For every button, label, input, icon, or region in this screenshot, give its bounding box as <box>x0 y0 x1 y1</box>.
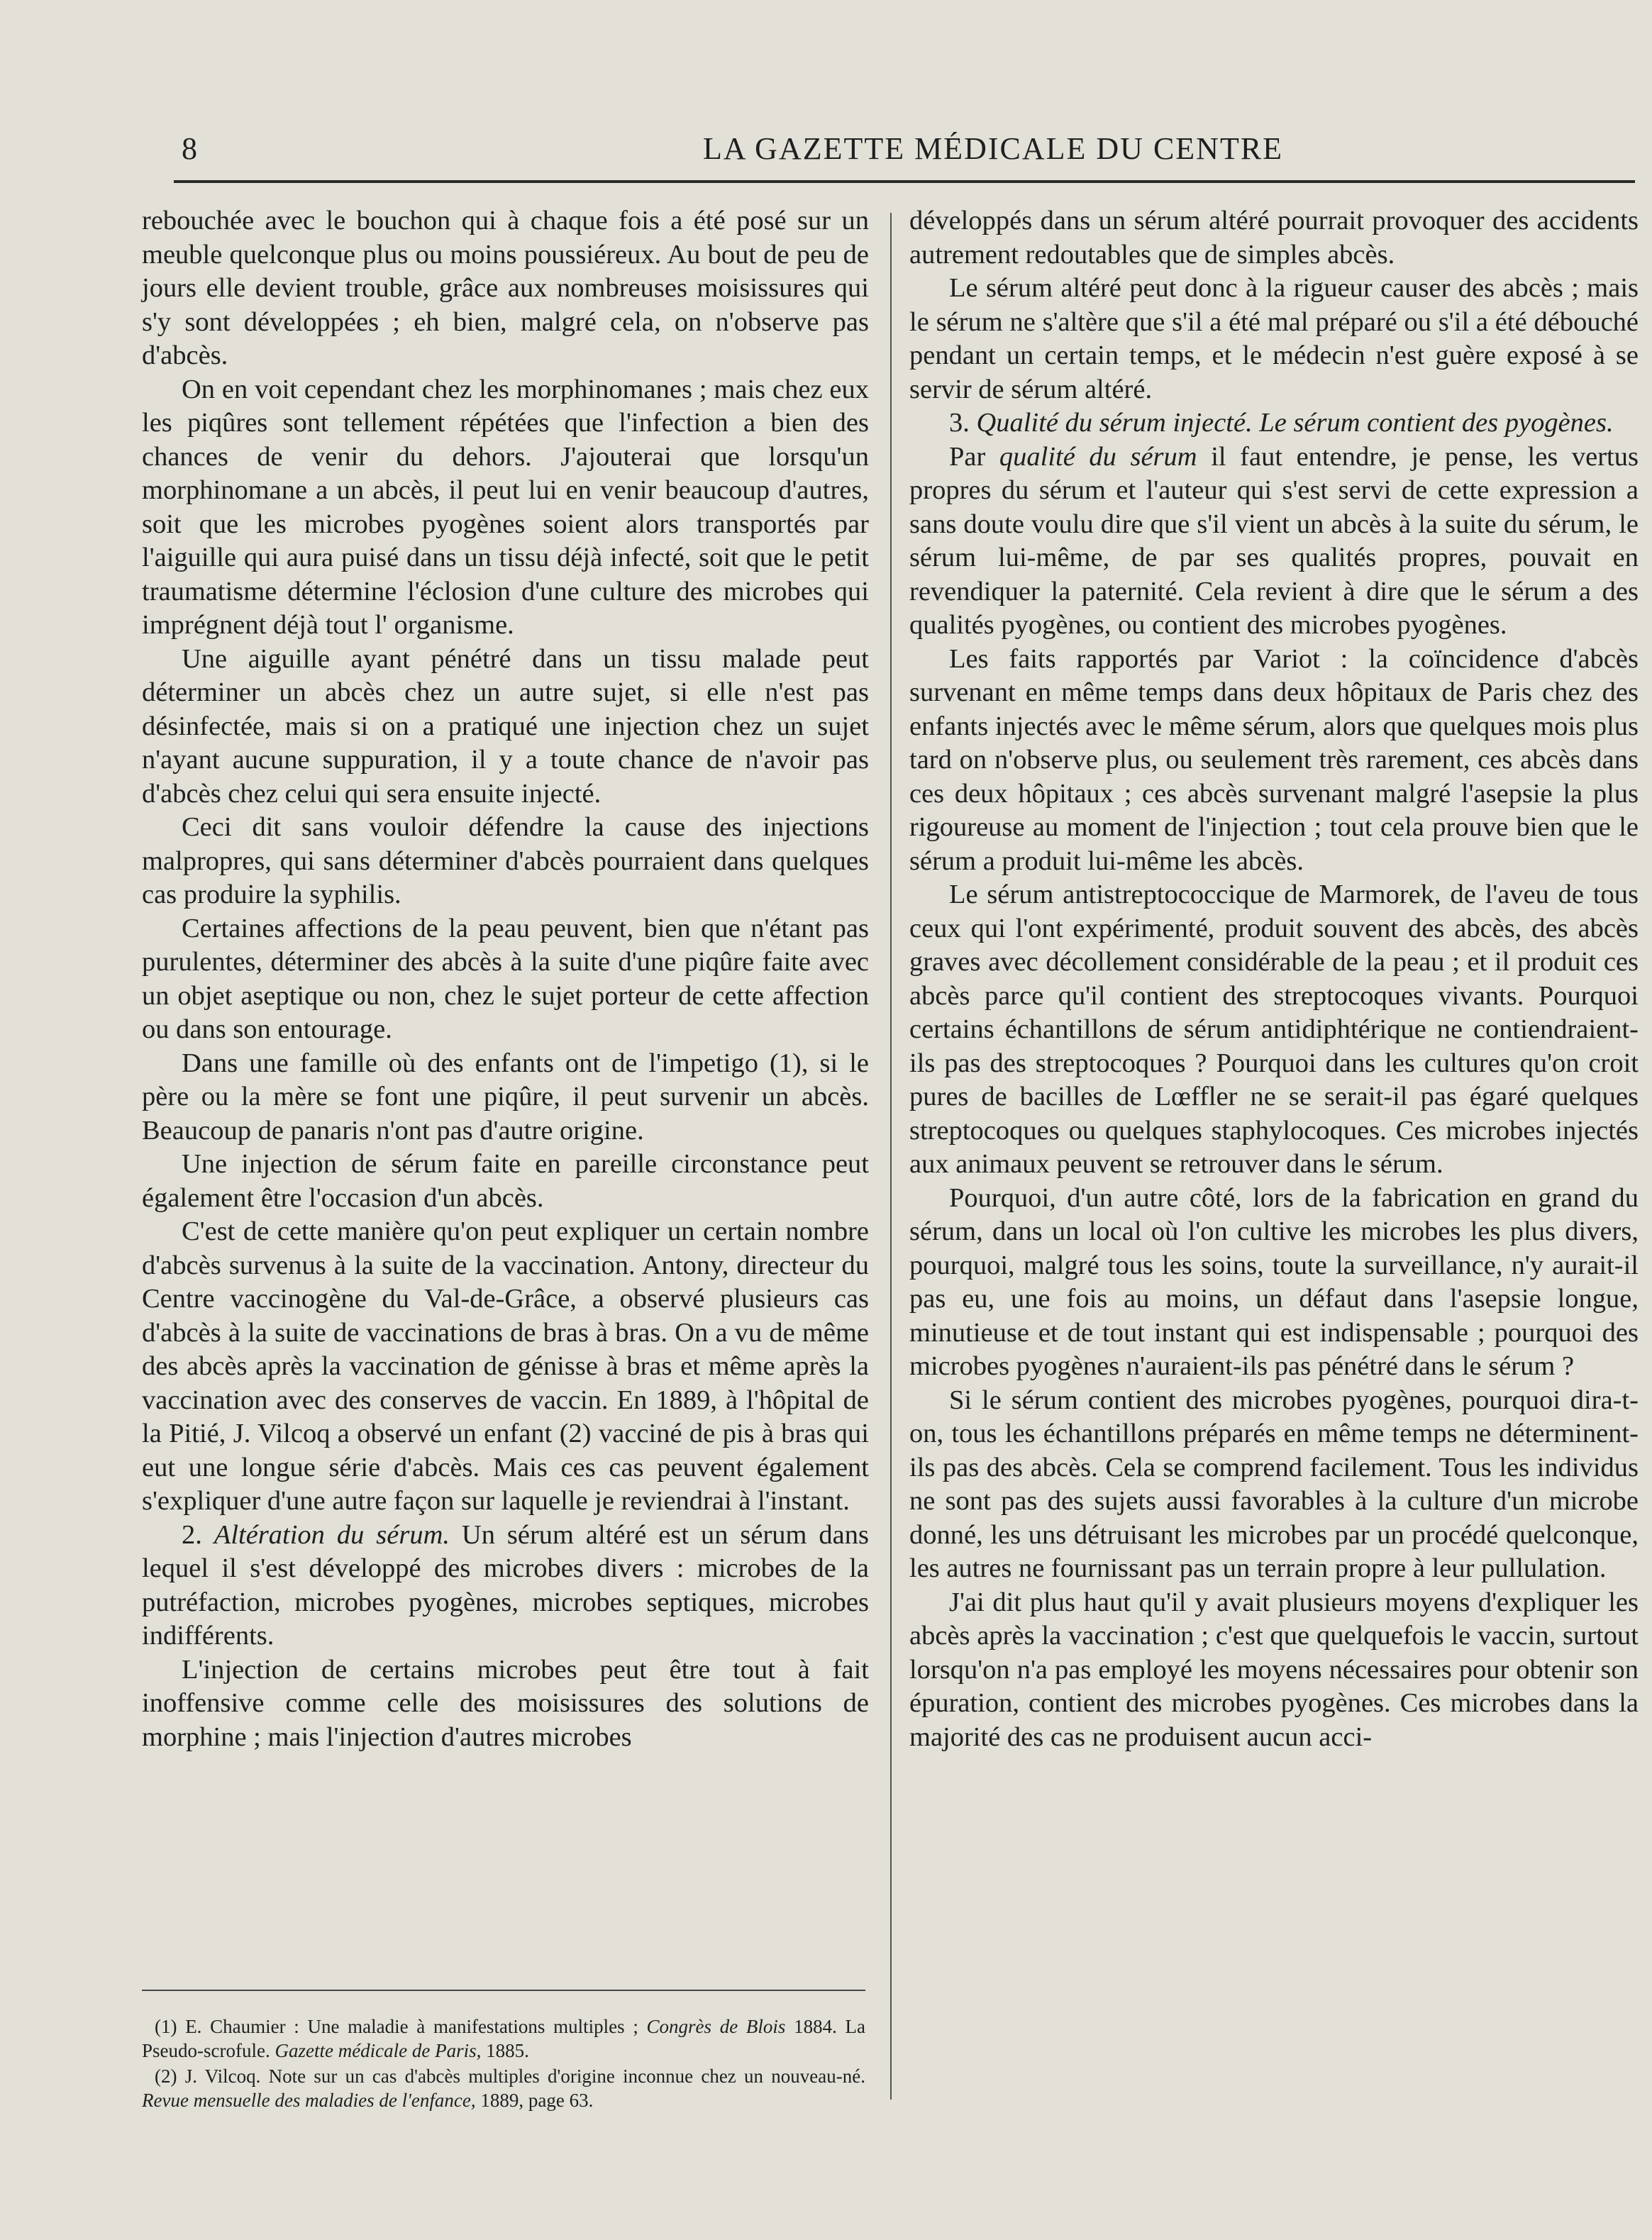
paragraph-text: On en voit cependant chez les morphinomanes ; mais chez eux les piqûres sont tellement répétées que l'infection a bien des chances de venir du dehors. J'ajouterai que lorsqu'un morphinomane a un abcès, il peut lui en venir beaucoup d'autres, soit que les microbes pyogènes soient alors transportés par l'aiguille qui aura puisé dans un tissu déjà infecté, soit que le petit traumatisme détermine l'éclosion d'une culture des microbes qui imprégnent déjà tout l' organisme. <box>142 374 869 640</box>
section-title: Altération du sérum. <box>214 1519 450 1550</box>
paragraph <box>909 878 1639 1182</box>
paragraph-text: C'est de cette manière qu'on peut expliquer un certain nombre d'abcès survenus à la suite de la vaccination. Antony, directeur du Centre vaccinogène du Val-de-Grâce, a observé plusieurs cas d'abcès à la suite de vaccinations de bras à bras. On a vu de même des abcès après la vaccination de génisse à bras et même après la vaccination avec des conserves de vaccin. En 1889, à l'hôpital de la Pitié, J. Vilcoq a observé un enfant (2) vacciné de pis à bras qui eut une longue série d'abcès. Mais ces cas peuvent également s'expliquer d'une autre façon sur laquelle je reviendrai à l'instant. <box>142 1216 869 1516</box>
footnotes <box>142 2014 865 2114</box>
section-number: 3. <box>949 408 977 438</box>
paragraph-text: il faut entendre, je pense, les vertus propres du sérum et l'auteur qui s'est servi de cette expression a sans doute voulu dire que s'il vient un abcès à la suite du sérum, le sérum lui-même, de par ses qualités propres, pouvait en revendiquer la paternité. Cela revient à dire que le sérum a des qualités pyogènes, ou contient des microbes pyogènes. <box>909 441 1639 640</box>
paragraph-text: J'ai dit plus haut qu'il y avait plusieurs moyens d'expliquer les abcès après la vaccination ; c'est que quelquefois le vaccin, surtout lorsqu'on n'a pas employé les moyens nécessaires pour obtenir son épuration, contient des microbes pyogènes. Ces microbes dans la majorité des cas ne produisent aucun acci- <box>909 1587 1639 1752</box>
footnote-rule <box>142 1990 865 1991</box>
paragraph <box>142 811 869 912</box>
paragraph <box>142 1653 869 1755</box>
footnote-text: 1889, page 63. <box>475 2090 594 2111</box>
footnote-mark: (1) <box>155 2016 186 2037</box>
paragraph-text: Si le sérum contient des microbes pyogènes, pourquoi dira-t-on, tous les échantillons préparés en même temps ne déterminent-ils pas des abcès. Cela se comprend facilement. Tous les individus ne sont pas des sujets aussi favorables à la culture d'un microbe donné, les uns détruisant les microbes par un procédé quelconque, les autres ne fournissant pas un terrain propre à leur pullulation. <box>909 1385 1639 1583</box>
emphasis: qualité du sérum <box>999 441 1197 472</box>
paragraph <box>142 1148 869 1215</box>
paragraph <box>909 272 1639 406</box>
footnote-text: 1884. La Pseudo-scrofule. <box>142 2016 866 2061</box>
paragraph-text: L'injection de certains microbes peut être tout à fait inoffensive comme celle des moisissures des solutions de morphine ; mais l'injection d'autres microbes <box>142 1654 869 1752</box>
paragraph-text: Les faits rapportés par Variot : la coïncidence d'abcès survenant en même temps dans deux hôpitaux de Paris chez des enfants injectés avec le même sérum, alors que quelques mois plus tard on n'observe plus, ou seulement très rarement, ces abcès dans ces deux hôpitaux ; ces abcès survenant malgré l'asepsie la plus rigoureuse au moment de l'injection ; tout cela prouve bien que le sérum a produit lui-même les abcès. <box>909 643 1639 876</box>
footnote-italic: Congrès de Blois <box>646 2016 786 2037</box>
paragraph-continued <box>909 204 1639 272</box>
section-title: Qualité du sérum injecté. Le sérum contient des pyogènes. <box>976 408 1614 438</box>
paragraph <box>909 1586 1639 1755</box>
paragraph-text: Le sérum altéré peut donc à la rigueur causer des abcès ; mais le sérum ne s'altère que s'il a été mal préparé ou s'il a été débouché pendant un certain temps, et le médecin n'est guère exposé à se servir de sérum altéré. <box>909 273 1639 404</box>
running-title: LA GAZETTE MÉDICALE DU CENTRE <box>702 131 1284 166</box>
footnote-italic: Gazette médicale de Paris, <box>275 2040 482 2061</box>
paragraph-text: Par <box>949 441 999 472</box>
paragraph-text: Certaines affections de la peau peuvent, bien que n'étant pas purulentes, déterminer des abcès à la suite d'une piqûre faite avec un objet aseptique ou non, chez le sujet porteur de cette affection ou dans son entourage. <box>142 913 869 1044</box>
paragraph <box>142 1215 869 1519</box>
page-header <box>142 122 1631 179</box>
paragraph-text: Ceci dit sans vouloir défendre la cause des injections malpropres, qui sans déterminer d'abcès pourraient dans quelques cas produire la syphilis. <box>142 812 869 909</box>
paragraph <box>142 373 869 643</box>
paragraph <box>909 440 1639 643</box>
footnote-mark: (2) <box>155 2066 185 2087</box>
footnote-italic: Revue mensuelle des maladies de l'enfance, <box>142 2090 476 2111</box>
column-divider <box>890 213 892 2100</box>
paragraph-text: Le sérum antistreptococcique de Marmorek, de l'aveu de tous ceux qui l'ont expérimenté, produit souvent des abcès, des abcès graves avec décollement considérable de la peau ; et il produit ces abcès parce qu'il contient des streptocoques vivants. Pourquoi certains échantillons de sérum antidiphtérique ne contiendraient-ils pas des streptocoques ? Pourquoi dans les cultures qu'on croit pures de bacilles de Lœffler ne se serait-il pas égaré quelques streptocoques ou quelques staphylocoques. Ces microbes injectés aux animaux peuvent se retrouver dans le sérum. <box>909 880 1639 1179</box>
header-rule <box>174 180 1635 183</box>
paragraph <box>909 1384 1639 1586</box>
left-column <box>142 204 869 1754</box>
paragraph-text: développés dans un sérum altéré pourrait provoquer des accidents autrement redoutables que de simples abcès. <box>909 206 1639 270</box>
paragraph <box>142 912 869 1047</box>
paragraph-text: Dans une famille où des enfants ont de l'impetigo (1), si le père ou la mère se font une piqûre, il peut survenir un abcès. Beaucoup de panaris n'ont pas d'autre origine. <box>142 1048 869 1146</box>
paragraph-text: Un sérum altéré est un sérum dans lequel il s'est développé des microbes divers : microbes de la putréfaction, microbes pyogènes, microbes septiques, microbes indifférents. <box>142 1519 869 1651</box>
paragraph-text: Une aiguille ayant pénétré dans un tissu malade peut déterminer un abcès chez un autre sujet, si elle n'est pas désinfectée, mais si on a pratiqué une injection chez un sujet n'ayant aucune suppuration, il y a toute chance de n'avoir pas d'abcès chez celui qui sera ensuite injecté. <box>142 643 869 809</box>
paragraph-continued <box>142 204 869 373</box>
footnote <box>142 2064 865 2112</box>
section-heading <box>142 1519 869 1653</box>
paragraph <box>909 1182 1639 1384</box>
footnote <box>142 2014 865 2063</box>
right-column <box>909 204 1639 1754</box>
footnote-text: J. Vilcoq. Note sur un cas d'abcès multiples d'origine inconnue chez un nouveau-né. <box>184 2066 865 2087</box>
section-heading <box>909 406 1639 440</box>
footnote-text: E. Chaumier : Une maladie à manifestations multiples ; <box>185 2016 647 2037</box>
page-number: 8 <box>182 131 197 166</box>
footnote-text: 1885. <box>481 2040 529 2061</box>
paragraph-text: rebouchée avec le bouchon qui à chaque fois a été posé sur un meuble quelconque plus ou moins poussiéreux. Au bout de peu de jours elle devient trouble, grâce aux nombreuses moisissures qui s'y sont développées ; eh bien, malgré cela, on n'observe pas d'abcès. <box>142 206 869 370</box>
paragraph <box>142 1047 869 1148</box>
section-number: 2. <box>182 1519 214 1550</box>
paragraph-text: Pourquoi, d'un autre côté, lors de la fabrication en grand du sérum, dans un local où l'on cultive les microbes les plus divers, pourquoi, malgré tous les soins, toute la surveillance, n'y aurait-il pas eu, une fois au moins, un défaut dans l'asepsie longue, minutieuse et de tout instant qui est indispensable ; pourquoi des microbes pyogènes n'auraient-ils pas pénétré dans le sérum ? <box>909 1182 1639 1381</box>
paragraph <box>142 643 869 811</box>
paragraph <box>909 643 1639 879</box>
paragraph-text: Une injection de sérum faite en pareille circonstance peut également être l'occasion d'un abcès. <box>142 1149 869 1213</box>
